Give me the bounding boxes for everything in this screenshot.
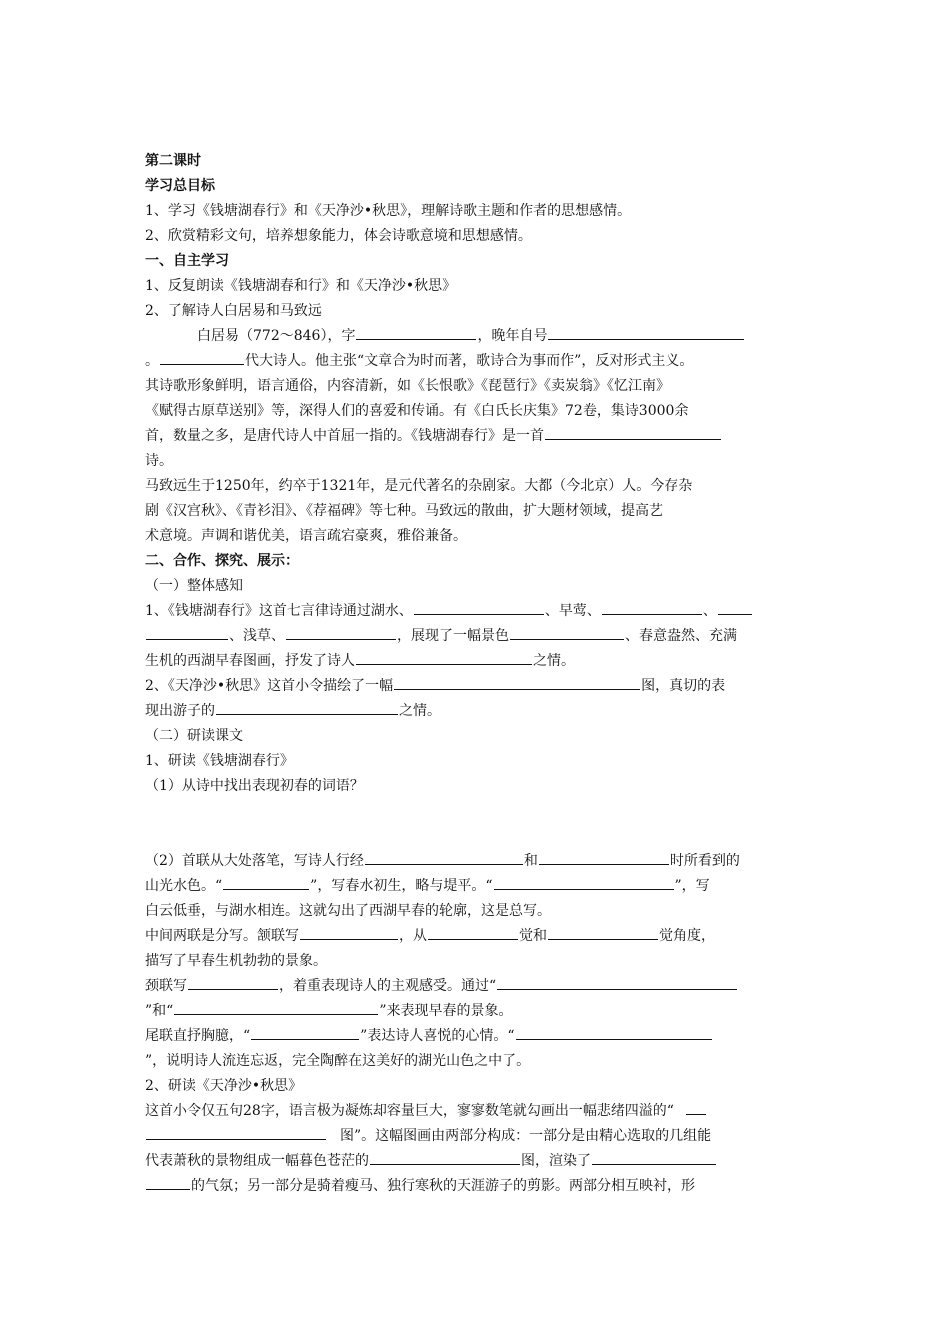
fill-blank[interactable] [160, 350, 244, 365]
fill-blank[interactable] [548, 925, 658, 940]
fill-blank[interactable] [545, 425, 721, 440]
fill-blank[interactable] [356, 650, 532, 665]
bai-juyi-line-4: 《赋得古原草送别》等，深得人们的喜爱和传诵。有《白氏长庆集》72卷，集诗3000余 [145, 403, 689, 419]
bai-juyi-line-6: 诗。 [145, 453, 173, 469]
fill-blank[interactable] [516, 1025, 712, 1040]
tianjingsha-line-1: 这首小令仅五句28字，语言极为凝炼却容量巨大，寥寥数笔就勾画出一幅悲绪四溢的“ [145, 1100, 825, 1122]
fill-blank[interactable] [146, 625, 228, 640]
bai-juyi-line-2: 。 代大诗人。他主张“文章合为时而著，歌诗合为事而作”，反对形式主义。 [145, 350, 825, 372]
fill-blank[interactable] [300, 925, 398, 940]
study-q2-line-6: 颈联写 ，着重表现诗人的主观感受。通过“ [145, 975, 825, 997]
study-q1: （1）从诗中找出表现初春的词语？ [145, 778, 364, 794]
study-q2-line-8: 尾联直抒胸臆，“ ”表达诗人喜悦的心情。“ [145, 1025, 825, 1047]
study-q2-line-7: ”和“ ”来表现早春的景象。 [145, 1000, 825, 1022]
fill-blank[interactable] [188, 975, 278, 990]
subsection-study-text: （二）研读课文 [145, 728, 243, 744]
study-q2-line-3: 白云低垂，与湖水相连。这就勾出了西湖早春的轮廓，这是总写。 [145, 903, 551, 919]
fill-blank[interactable] [365, 850, 523, 865]
fill-blank[interactable] [428, 925, 518, 940]
fill-blank[interactable] [223, 875, 309, 890]
fill-blank[interactable] [602, 600, 702, 615]
fill-blank[interactable] [592, 1150, 716, 1165]
bai-juyi-line-3: 其诗歌形象鲜明，语言通俗，内容清新，如《长恨歌》《琵琶行》《卖炭翁》《忆江南》 [145, 378, 670, 394]
tianjingsha-line-3: 代表萧秋的景物组成一幅暮色苍茫的 图，渲染了 [145, 1150, 825, 1172]
study-tianjingsha-heading: 2、研读《天净沙•秋思》 [145, 1078, 303, 1094]
study-q2-line-5: 描写了早春生机勃勃的景象。 [145, 953, 327, 969]
fill-blank[interactable] [718, 600, 752, 615]
fill-blank[interactable] [686, 1100, 706, 1115]
fill-blank[interactable] [370, 1150, 520, 1165]
fill-blank[interactable] [548, 325, 744, 340]
subsection-overall: （一）整体感知 [145, 578, 243, 594]
study-q2-line-4: 中间两联是分写。颔联写 ，从 觉和 觉角度， [145, 925, 825, 947]
lesson-title: 第二课时 [145, 153, 201, 169]
overall-q1-line-3: 生机的西湖早春图画，抒发了诗人 之情。 [145, 650, 825, 672]
section-cooperate: 二、合作、探究、展示： [145, 553, 299, 569]
study-q2-line-2: 山光水色。“ ”，写春水初生，略与堤平。“ ”，写 [145, 875, 825, 897]
section-self-study: 一、自主学习 [145, 253, 229, 269]
fill-blank[interactable] [251, 1025, 359, 1040]
fill-blank[interactable] [216, 700, 398, 715]
ma-zhiyuan-line-3: 术意境。声调和谐优美，语言疏宕豪爽，雅俗兼备。 [145, 528, 467, 544]
fill-blank[interactable] [146, 1125, 326, 1140]
bai-juyi-line-5: 首，数量之多，是唐代诗人中首屈一指的。《钱塘湖春行》是一首 [145, 425, 825, 447]
self-study-item-1: 1、反复朗读《钱塘湖春和行》和《天净沙•秋思》 [145, 278, 457, 294]
objectives-heading: 学习总目标 [145, 178, 215, 194]
study-q2-line-9: ”，说明诗人流连忘返，完全陶醉在这美好的湖光山色之中了。 [145, 1053, 531, 1069]
fill-blank[interactable] [174, 1000, 378, 1015]
ma-zhiyuan-line-2: 剧《汉宫秋》、《青衫泪》、《荐福碑》等七种。马致远的散曲，扩大题材领域，提高艺 [145, 503, 663, 519]
fill-blank[interactable] [539, 850, 669, 865]
study-qiantang-heading: 1、研读《钱塘湖春行》 [145, 753, 294, 769]
overall-q1-line-1: 1、《钱塘湖春行》这首七言律诗通过湖水、 、早莺、 、 [145, 600, 825, 622]
fill-blank[interactable] [394, 675, 640, 690]
tianjingsha-line-2: 图”。这幅图画由两部分构成：一部分是由精心选取的几组能 [145, 1125, 825, 1147]
fill-blank[interactable] [494, 875, 674, 890]
bai-juyi-line-1: 白居易（772～846），字 ，晚年自号 [197, 325, 825, 347]
fill-blank[interactable] [356, 325, 476, 340]
fill-blank[interactable] [497, 975, 737, 990]
fill-blank[interactable] [510, 625, 624, 640]
tianjingsha-line-4: 的气氛；另一部分是骑着瘦马、独行寒秋的天涯游子的剪影。两部分相互映衬，形 [145, 1175, 825, 1197]
overall-q1-line-2: 、浅草、 ，展现了一幅景色 、春意盎然、充满 [145, 625, 825, 647]
study-q2-line-1: （2）首联从大处落笔，写诗人行经 和 时所看到的 [145, 850, 825, 872]
overall-q2-line-2: 现出游子的 之情。 [145, 700, 825, 722]
fill-blank[interactable] [414, 600, 544, 615]
objective-2: 2、欣赏精彩文句，培养想象能力，体会诗歌意境和思想感情。 [145, 228, 532, 244]
fill-blank[interactable] [286, 625, 396, 640]
objective-1: 1、学习《钱塘湖春行》和《天净沙•秋思》，理解诗歌主题和作者的思想感情。 [145, 203, 632, 219]
fill-blank[interactable] [146, 1175, 190, 1190]
self-study-item-2: 2、了解诗人白居易和马致远 [145, 303, 322, 319]
overall-q2-line-1: 2、《天净沙•秋思》这首小令描绘了一幅 图，真切的表 [145, 675, 825, 697]
ma-zhiyuan-line-1: 马致远生于1250年，约卒于1321年，是元代著名的杂剧家。大都（今北京）人。今存杂 [145, 478, 693, 494]
